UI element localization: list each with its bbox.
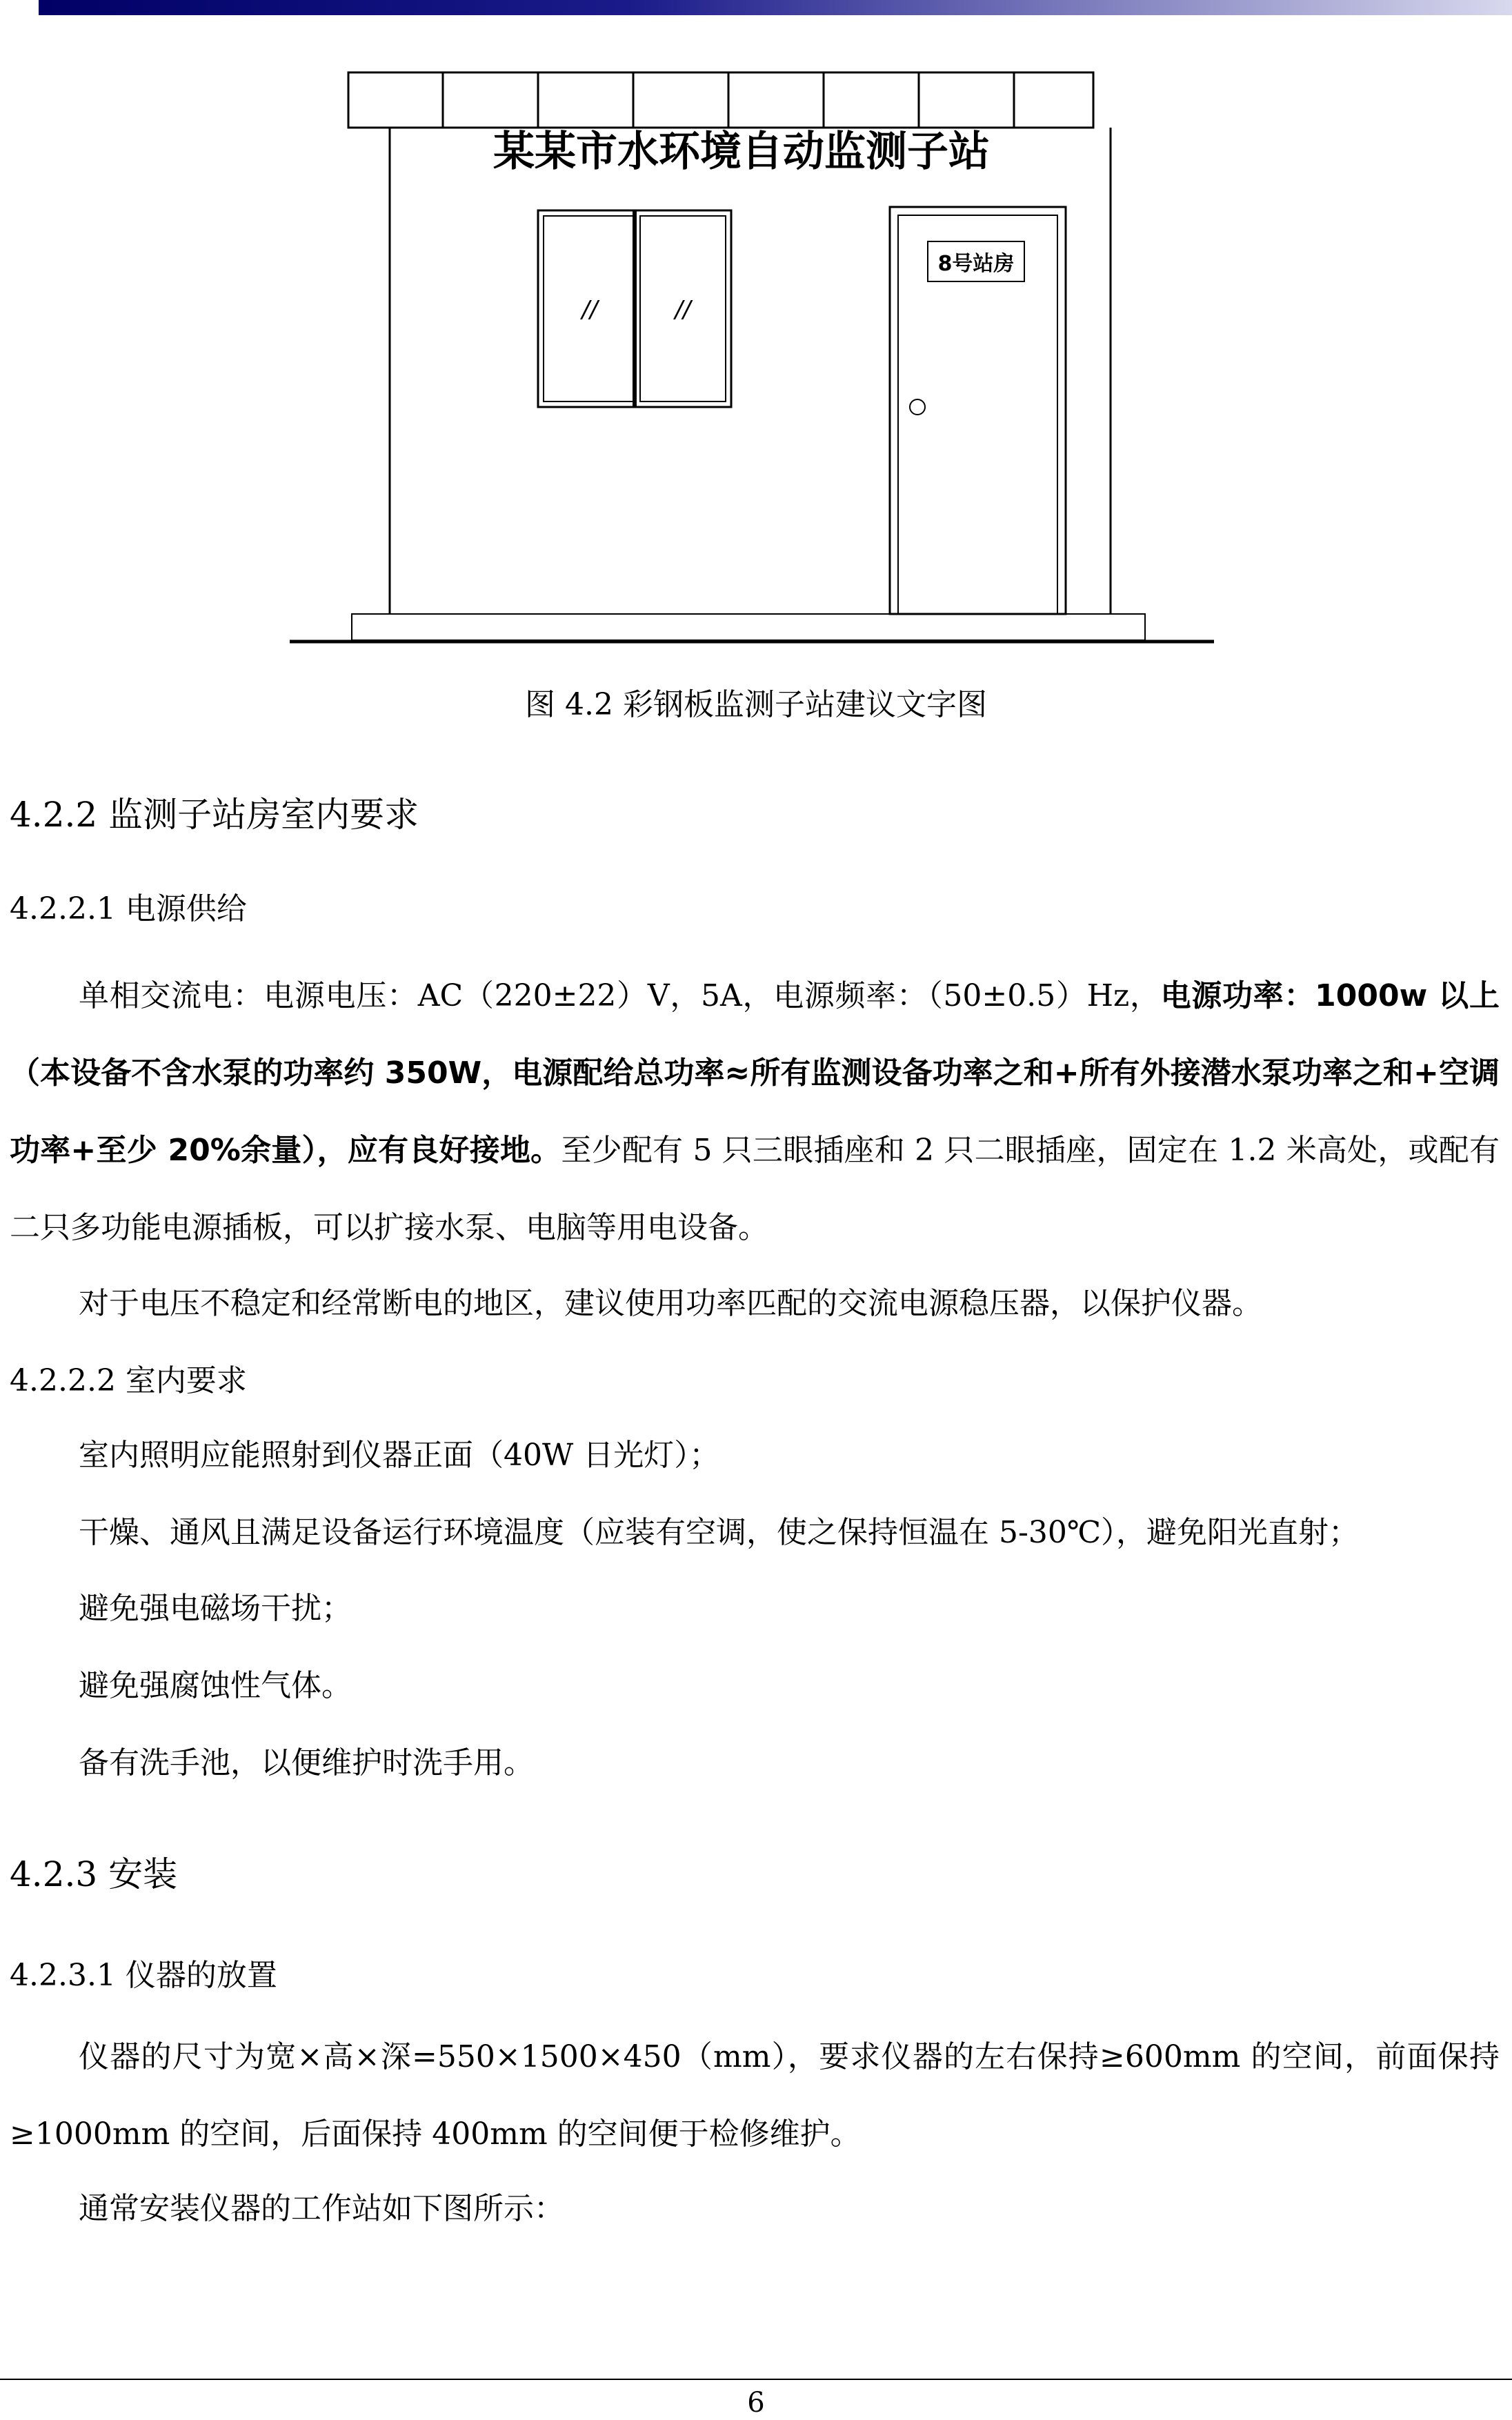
power-supply-paragraph [10, 958, 1500, 1267]
workstation-intro-text: 通常安装仪器的工作站如下图所示： [79, 2191, 564, 2226]
subsection-heading-4-2-2-2: 4.2.2.2 室内要求 [10, 1363, 247, 1398]
window-glass-mark-left: // [581, 296, 598, 324]
header-accent-bar [39, 0, 1512, 15]
section-heading-4-2-2: 4.2.2 监测子站房室内要求 [10, 795, 419, 835]
stabilizer-paragraph: 对于电压不稳定和经常断电的地区，建议使用功率匹配的交流电源稳压器，以保护仪器。 [79, 1286, 1262, 1321]
window-glass-mark-right: // [675, 296, 691, 324]
indoor-requirement-item: 备有洗手池，以便维护时洗手用。 [79, 1745, 534, 1781]
section-heading-4-2-3: 4.2.3 安装 [10, 1854, 178, 1894]
footer-divider [0, 2379, 1512, 2380]
subsection-heading-4-2-3-1: 4.2.3.1 仪器的放置 [10, 1958, 277, 1993]
indoor-requirement-item: 干燥、通风且满足设备运行环境温度（应装有空调，使之保持恒温在 5-30℃），避免阳光直射； [79, 1515, 1360, 1550]
station-drawing [290, 69, 1214, 655]
instrument-placement-paragraph: 仪器的尺寸为宽×高×深=550×1500×450（mm），要求仪器的左右保持≥600mm 的空间，前面保持≥1000mm 的空间，后面保持 400mm 的空间便于检修维护。 [10, 2039, 1500, 2152]
door-handle [910, 399, 925, 415]
door-sign-text: 8号站房 [937, 252, 1015, 276]
station-title: 某某市水环境自动监测子站 [493, 128, 990, 176]
power-rating-text: 电源功率：1000w 以上（本设备不含水泵的功率约 350W，电源配给总功率≈所有监测设备功率之和+所有外接潜水泵功率之和+空调功率+至少 20%余量），应有良好接地。 [10, 978, 1500, 1168]
indoor-requirement-item: 室内照明应能照射到仪器正面（40W 日光灯）； [79, 1438, 720, 1473]
power-spec-text: 单相交流电：电源电压：AC（220±22）V，5A，电源频率：（50±0.5）Hz， [79, 978, 1161, 1013]
socket-spec-text: 至少配有 5 只三眼插座和 2 只二眼插座，固定在 1.2 米高处，或配有二只多功能电源插板，可以扩接水泵、电脑等用电设备。 [10, 1133, 1500, 1245]
figure-caption: 图 4.2 彩钢板监测子站建议文字图 [525, 687, 987, 722]
station-figure [290, 69, 1214, 655]
subsection-heading-4-2-2-1: 4.2.2.1 电源供给 [10, 891, 247, 926]
page-number: 6 [747, 2387, 765, 2419]
indoor-requirement-item: 避免强腐蚀性气体。 [79, 1668, 352, 1703]
roof-strip [348, 72, 1093, 128]
indoor-requirement-item: 避免强电磁场干扰； [79, 1591, 352, 1626]
